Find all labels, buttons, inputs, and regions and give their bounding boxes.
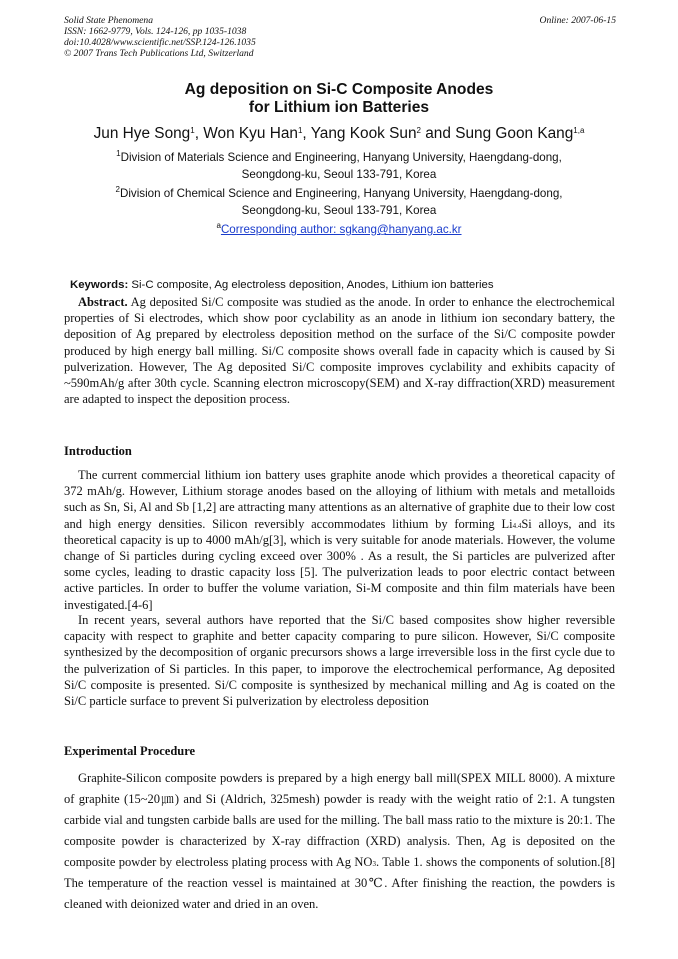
section-heading-experimental: Experimental Procedure xyxy=(64,744,196,758)
copyright-line: © 2007 Trans Tech Publications Ltd, Switzerland xyxy=(64,48,254,59)
publication-info xyxy=(64,15,256,59)
title-line-2: for Lithium ion Batteries xyxy=(248,99,430,116)
introduction-paragraph-1 xyxy=(64,467,615,613)
author-conjunction: and xyxy=(420,125,456,142)
author-name: Won Kyu Han xyxy=(203,125,298,142)
paragraph-text: Graphite-Silicon composite powders is prepared by a high energy ball mill(SPEX MILL 8000). A mixture of graphite (15~20㎛) and Si (Aldrich, 325mesh) powder is ready with the weight ratio of 2:1. A tungsten carbide vial and tungsten carbide balls are used for the milling. The ball mass ratio to the mixture is 20:1. The composite powder is characterized by X-ray diffraction (XRD) analysis. Then, Ag is deposited on the composite powder by electroless plating process with Ag NO xyxy=(64,771,615,869)
author-name: Jun Hye Song xyxy=(93,125,191,142)
author-affil-mark: 2 xyxy=(416,126,421,135)
paragraph-text: The current commercial lithium ion battery uses graphite anode which provides a theoretical capacity of 372 mAh/g. However, Lithium storage anodes based on the alloying of lithium with metals and metalloids such as Sn, Si, Al and Sb [1,2] are attracting many attentions as an alternative of graphite due to their low cost and high energy densities. Silicon reversibly accommodates lithium by forming Li xyxy=(64,468,615,531)
paragraph-text: . Table 1. shows the components of solution.[8] The temperature of the reaction vessel is maintained at 30℃. After finishing the reaction, the powders is cleaned with deionized water and dried in an oven. xyxy=(64,855,615,911)
doi-line: doi:10.4028/www.scientific.net/SSP.124-126.1035 xyxy=(64,37,256,48)
corresponding-mark: a xyxy=(216,221,221,230)
author-name: Yang Kook Sun xyxy=(310,125,417,142)
keywords xyxy=(70,279,494,291)
paragraph-text: Si alloys, and its theoretical capacity is up to 4000 mAh/g[3], which is very suitable for anode materials. However, the volume change of Si particles during cycling exceed over 300% . As a result, the Si particles are pulverized after some cycles, leading to drastic capacity loss [5]. The pulverization leads to poor electric contact between active particles. In order to buffer the volume variation, Si-M composite and thin film materials have been investigated.[4-6] xyxy=(64,516,615,612)
subscript: 4.4 xyxy=(512,521,522,530)
keywords-label: Keywords: xyxy=(70,279,129,291)
experimental-paragraph-1 xyxy=(64,768,615,915)
author-separator: , xyxy=(194,125,204,142)
author-separator: , xyxy=(302,125,311,142)
author-list xyxy=(0,125,678,143)
affiliation-1 xyxy=(80,149,598,183)
paper-title xyxy=(0,81,678,117)
corresponding-author-link[interactable]: Corresponding author: sgkang@hanyang.ac.kr xyxy=(220,223,462,236)
author-affil-mark: 1 xyxy=(190,126,195,135)
affiliation-2 xyxy=(80,185,598,219)
author-name: Sung Goon Kang xyxy=(455,125,574,142)
keywords-text: Si-C composite, Ag electroless deposition, Anodes, Lithium ion batteries xyxy=(128,279,494,291)
abstract xyxy=(64,294,615,407)
author-affil-mark: 1,a xyxy=(573,126,585,135)
title-line-1: Ag deposition on Si-C Composite Anodes xyxy=(184,81,494,98)
introduction-paragraph-2: In recent years, several authors have reported that the Si/C based composites show higher reversible capacity with respect to graphite and better capacity comparing to pure silicon. However, Si/C composite synthesized by the decomposition of organic precursors shows a large irreversible loss in the first cycle due to the pulverization of Si particles. In this paper, to imporove the electrochemical performance, Ag deposited Si/C composite is presented. Si/C composite is synthesized by mechanical milling and Ag is coated on the Si/C particle surface to prevent Si pulverization by electroless deposition xyxy=(64,613,615,709)
affiliation-text: Division of Chemical Science and Engineering, Hanyang University, Haengdang-dong, xyxy=(119,187,563,200)
journal-name: Solid State Phenomena xyxy=(64,15,153,26)
author-affil-mark: 1 xyxy=(297,126,303,135)
issn-line: ISSN: 1662-9779, Vols. 124-126, pp 1035-1038 xyxy=(64,26,247,37)
abstract-text: Ag deposited Si/C composite was studied as the anode. In order to enhance the electrochemical properties of Si electrodes, which show poor cyclability as an anode in lithium ion secondary battery, the deposition of Ag prepared by electroless deposition method on the surface of the Si/C composite powder produced by high energy ball milling. Si/C composite shows overall fade in capacity which is caused by Si pulverization. However, The Ag deposited Si/C composite improves cyclability and exhibits capacity of ~590mAh/g after 30th cycle. Scanning electron microscopy(SEM) and X-ray diffraction(XRD) measurement are adapted to inspect the deposition process. xyxy=(64,295,615,407)
section-heading-introduction: Introduction xyxy=(64,444,132,458)
affiliation-mark: 1 xyxy=(116,149,121,158)
subscript: 3 xyxy=(372,860,376,868)
online-date: Online: 2007-06-15 xyxy=(539,15,616,26)
affiliation-text: Division of Materials Science and Engineering, Hanyang University, Haengdang-dong, xyxy=(120,151,562,164)
affiliation-mark: 2 xyxy=(115,185,120,194)
abstract-label: Abstract. xyxy=(78,295,128,309)
corresponding-author xyxy=(0,223,678,236)
affiliation-text: Seongdong-ku, Seoul 133-791, Korea xyxy=(241,168,437,181)
affiliation-text: Seongdong-ku, Seoul 133-791, Korea xyxy=(241,204,437,217)
